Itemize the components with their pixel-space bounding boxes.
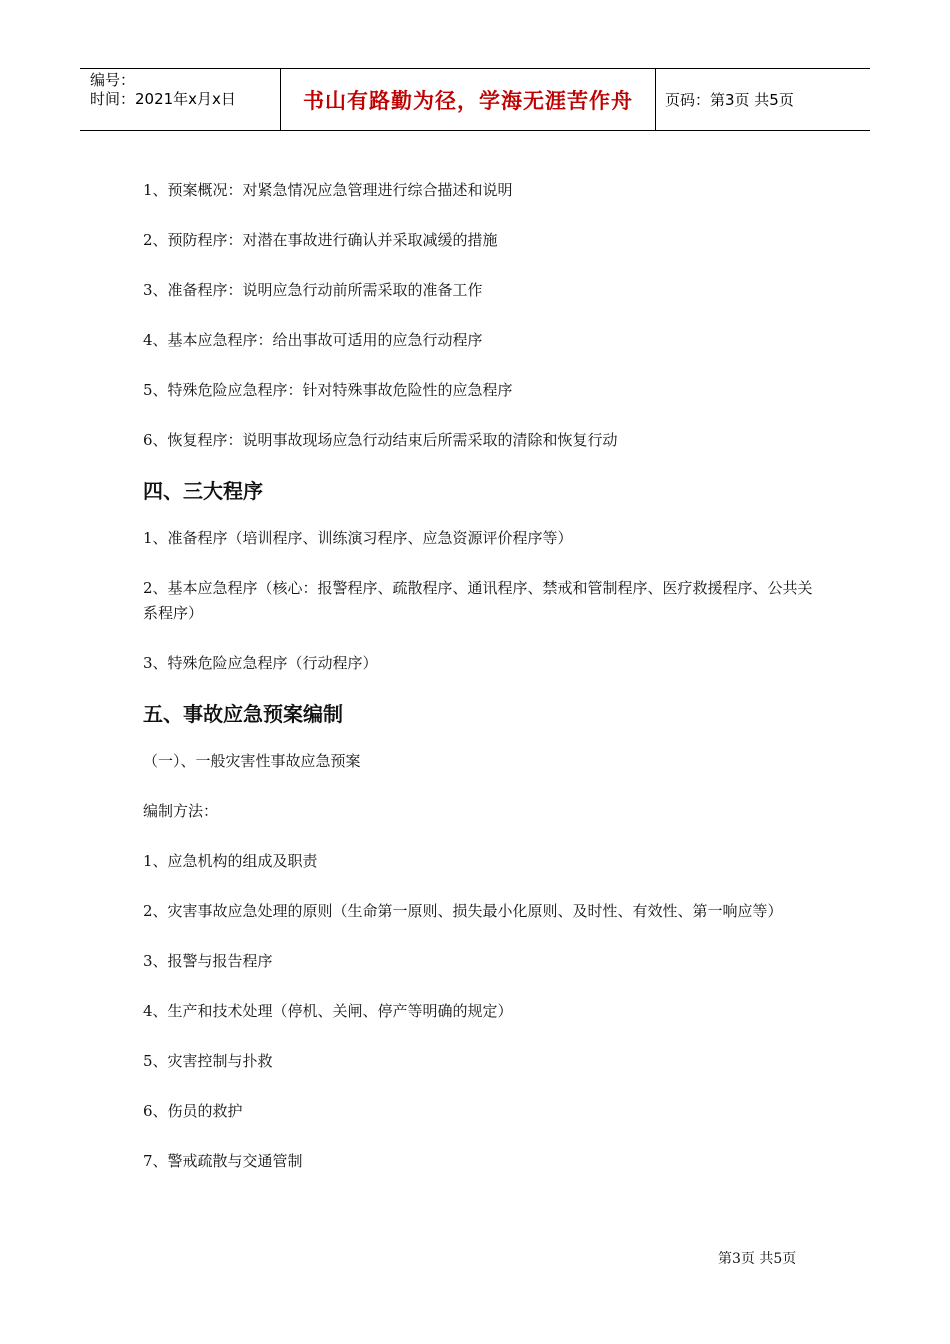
header-motto: 书山有路勤为径，学海无涯苦作舟 [281,69,656,130]
body-paragraph: 3、准备程序：说明应急行动前所需采取的准备工作 [143,281,483,299]
body-paragraph: 4、基本应急程序：给出事故可适用的应急行动程序 [143,331,483,349]
date-label: 时间：2021年x月x日 [90,90,236,108]
body-paragraph: 3、特殊危险应急程序（行动程序） [143,654,378,672]
body-paragraph: 1、应急机构的组成及职责 [143,852,318,870]
body-paragraph: 1、预案概况：对紧急情况应急管理进行综合描述和说明 [143,181,513,199]
body-paragraph: 4、生产和技术处理（停机、关闸、停产等明确的规定） [143,1002,513,1020]
body-paragraph: 1、准备程序（培训程序、训练演习程序、应急资源评价程序等） [143,529,573,547]
serial-number-label: 编号： [90,71,136,89]
body-paragraph: 2、灾害事故应急处理的原则（生命第一原则、损失最小化原则、及时性、有效性、第一响应等） [143,902,783,920]
section-heading: 五、事故应急预案编制 [143,702,343,726]
footer-page-number: 第3页 共5页 [718,1251,797,1267]
body-paragraph: 2、预防程序：对潜在事故进行确认并采取减缓的措施 [143,231,498,249]
body-paragraph: 编制方法： [143,802,219,820]
body-paragraph: 2、基本应急程序（核心：报警程序、疏散程序、通讯程序、禁戒和管制程序、医疗救援程序、公共关系程序） [143,579,813,622]
document-body [143,178,813,1199]
body-paragraph: 5、特殊危险应急程序：针对特殊事故危险性的应急程序 [143,381,513,399]
body-paragraph: （一）、一般灾害性事故应急预案 [143,752,361,770]
body-paragraph: 5、灾害控制与扑救 [143,1052,273,1070]
page-header [80,68,870,131]
body-paragraph: 7、警戒疏散与交通管制 [143,1152,303,1170]
header-meta [80,69,281,130]
section-heading: 四、三大程序 [143,479,263,503]
body-paragraph: 6、恢复程序：说明事故现场应急行动结束后所需采取的清除和恢复行动 [143,431,618,449]
body-paragraph: 6、伤员的救护 [143,1102,243,1120]
body-paragraph: 3、报警与报告程序 [143,952,273,970]
header-page-number: 页码：第3页 共5页 [665,91,794,109]
